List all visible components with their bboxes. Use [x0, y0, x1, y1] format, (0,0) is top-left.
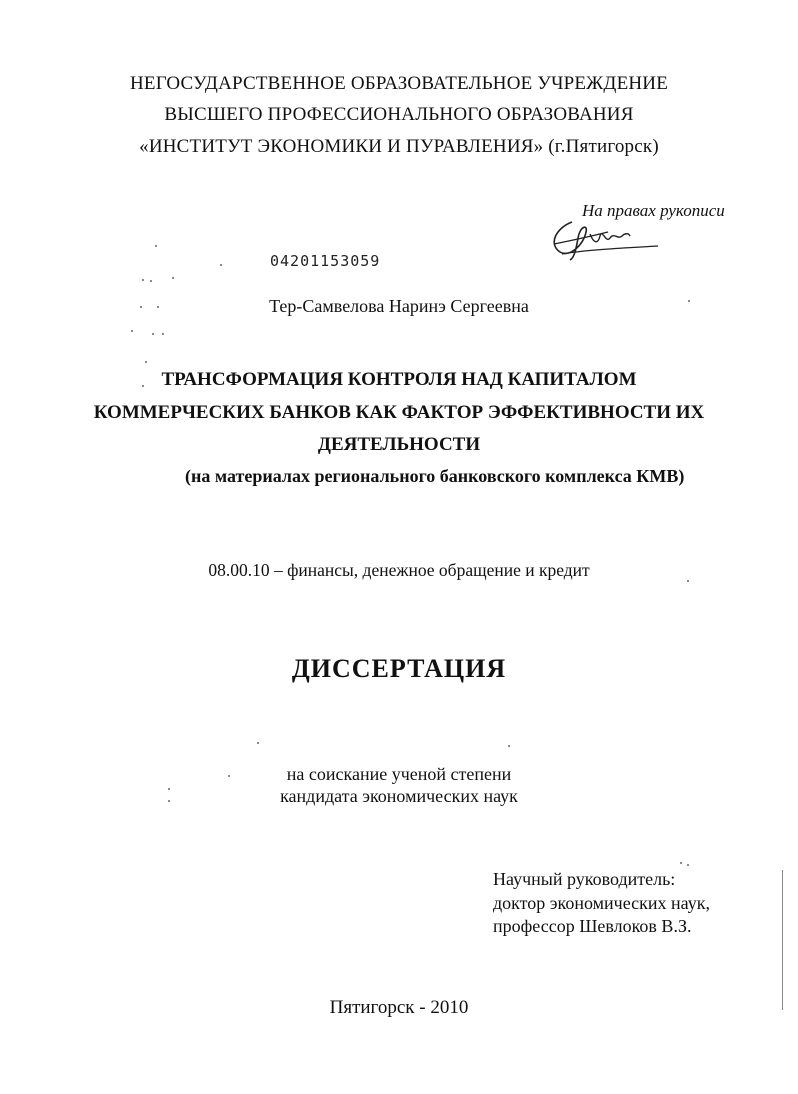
institution-line-1: НЕГОСУДАРСТВЕННОЕ ОБРАЗОВАТЕЛЬНОЕ УЧРЕЖДЕНИЕ: [129, 73, 669, 94]
scan-speck: [157, 306, 159, 308]
author-name: Тер-Самвелова Наринэ Сергеевна: [269, 296, 529, 316]
title-line-2: КОММЕРЧЕСКИХ БАНКОВ КАК ФАКТОР ЭФФЕКТИВНОСТИ ИХ: [93, 402, 705, 423]
institution-line-3: «ИНСТИТУТ ЭКОНОМИКИ И ПУРАВЛЕНИЯ» (г.Пятигорск): [139, 136, 659, 157]
scan-speck: [152, 333, 154, 335]
scan-speck: [257, 742, 259, 744]
title-line-1: ТРАНСФОРМАЦИЯ КОНТРОЛЯ НАД КАПИТАЛОМ: [161, 369, 637, 390]
scan-speck: [162, 333, 164, 335]
scan-speck: [688, 300, 690, 302]
scan-speck: [168, 800, 170, 802]
degree-line-2: кандидата экономических наук: [280, 786, 518, 806]
scan-speck: [228, 775, 230, 777]
scan-speck: [140, 306, 142, 308]
scan-speck: [687, 864, 689, 866]
scan-edge-mark: [782, 870, 783, 1010]
city-year: Пятигорск - 2010: [329, 997, 469, 1018]
document-type-heading: ДИССЕРТАЦИЯ: [291, 654, 507, 683]
scan-speck: [150, 280, 152, 282]
signature-image: [544, 214, 664, 264]
manuscript-note: На правах рукописи: [582, 201, 725, 220]
title-subtitle: (на материалах регионального банковского комплекса КМВ): [185, 466, 685, 486]
title-line-3: ДЕЯТЕЛЬНОСТИ: [317, 434, 481, 455]
scan-speck: [131, 330, 133, 332]
scan-speck: [508, 745, 510, 747]
registration-code: 04201153059: [270, 252, 381, 270]
advisor-label: Научный руководитель:: [493, 869, 676, 889]
scan-speck: [220, 264, 222, 266]
scan-speck: [145, 361, 147, 363]
advisor-degree: доктор экономических наук,: [493, 893, 710, 913]
scan-speck: [680, 862, 682, 864]
scan-speck: [172, 277, 174, 279]
institution-line-2: ВЫСШЕГО ПРОФЕССИОНАЛЬНОГО ОБРАЗОВАНИЯ: [164, 104, 634, 125]
scan-speck: [142, 385, 144, 387]
specialty-code: 08.00.10 – финансы, денежное обращение и кредит: [208, 560, 590, 580]
scan-speck: [168, 788, 170, 790]
degree-line-1: на соискание ученой степени: [286, 764, 512, 784]
advisor-name: профессор Шевлоков В.З.: [493, 916, 692, 936]
scan-speck: [687, 580, 689, 582]
scan-speck: [155, 245, 157, 247]
scan-speck: [142, 279, 144, 281]
